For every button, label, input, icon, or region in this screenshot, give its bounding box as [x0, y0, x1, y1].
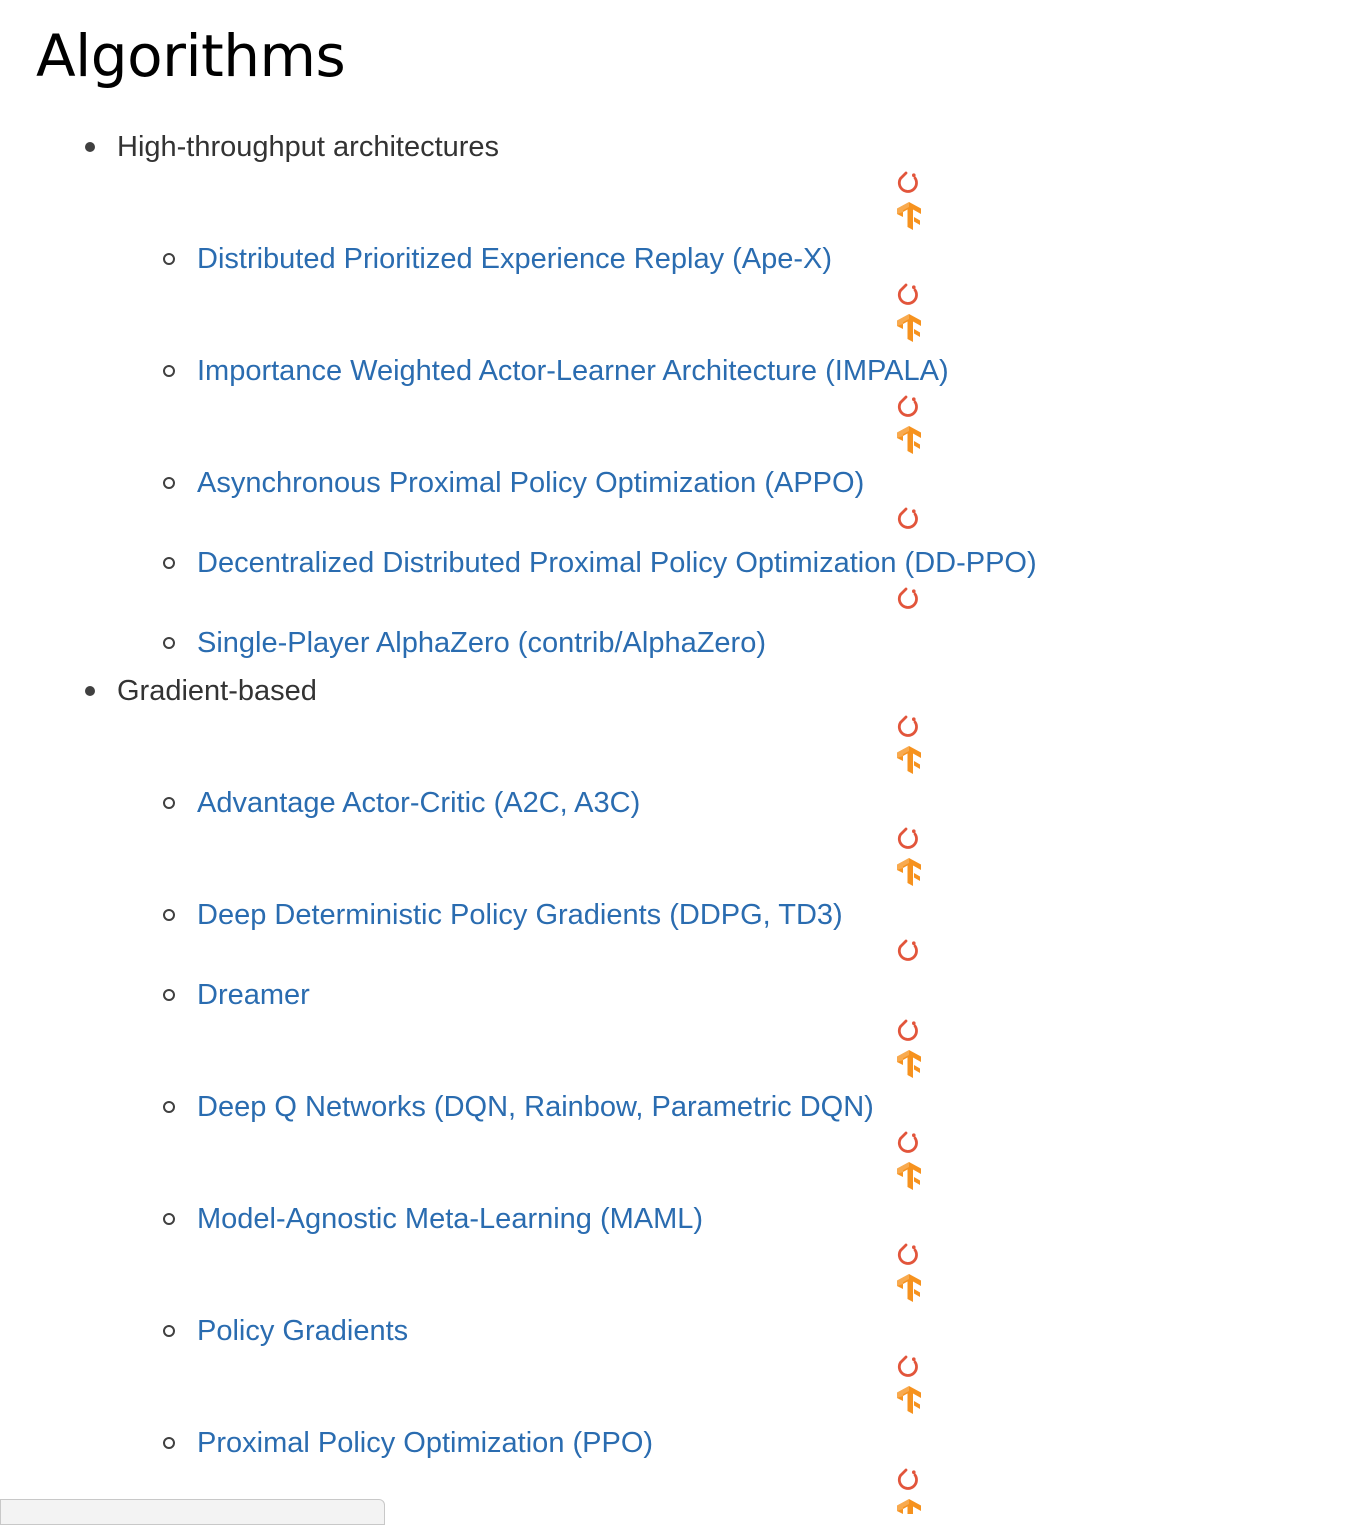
- sub-bullet-icon: [163, 477, 175, 489]
- algorithm-link[interactable]: Policy Gradients: [197, 1315, 409, 1347]
- tensorflow-icon[interactable]: [893, 1497, 925, 1514]
- sub-bullet-icon: [163, 253, 175, 265]
- status-bar: [0, 1499, 385, 1525]
- pytorch-icon[interactable]: [893, 1128, 925, 1160]
- sub-bullet-icon: [163, 1213, 175, 1225]
- pytorch-icon[interactable]: [893, 1465, 925, 1497]
- algorithm-link[interactable]: Distributed Prioritized Experience Replay (Ape-X): [197, 243, 833, 275]
- tensorflow-icon[interactable]: [893, 1272, 925, 1304]
- tensorflow-icon[interactable]: [893, 856, 925, 888]
- tensorflow-icon[interactable]: [893, 424, 925, 456]
- algorithm-link[interactable]: Model-Agnostic Meta-Learning (MAML): [197, 1203, 704, 1235]
- pytorch-icon[interactable]: [893, 392, 925, 424]
- pytorch-icon[interactable]: [893, 712, 925, 744]
- sub-bullet-icon: [163, 1325, 175, 1337]
- algorithm-link[interactable]: Dreamer: [197, 979, 310, 1011]
- sub-bullet-icon: [163, 637, 175, 649]
- algorithm-link[interactable]: Proximal Policy Optimization (PPO): [197, 1427, 654, 1459]
- pytorch-icon[interactable]: [893, 168, 925, 200]
- tensorflow-icon[interactable]: [893, 312, 925, 344]
- bullet-icon: [85, 142, 95, 152]
- algorithm-link[interactable]: Importance Weighted Actor-Learner Architecture (IMPALA): [197, 355, 949, 387]
- bullet-icon: [85, 686, 95, 696]
- pytorch-icon[interactable]: [893, 824, 925, 856]
- tensorflow-icon[interactable]: [893, 744, 925, 776]
- sub-bullet-icon: [163, 909, 175, 921]
- pytorch-icon[interactable]: [893, 1352, 925, 1384]
- pytorch-icon[interactable]: [893, 280, 925, 312]
- sub-bullet-icon: [163, 1101, 175, 1113]
- tensorflow-icon[interactable]: [893, 1048, 925, 1080]
- category-label: Gradient-based: [117, 675, 317, 707]
- pytorch-icon[interactable]: [893, 936, 925, 968]
- tensorflow-icon[interactable]: [893, 1384, 925, 1416]
- sub-bullet-icon: [163, 989, 175, 1001]
- algorithm-link[interactable]: Decentralized Distributed Proximal Policy Optimization (DD-PPO): [197, 547, 1037, 579]
- pytorch-icon[interactable]: [893, 504, 925, 536]
- sub-bullet-icon: [163, 1437, 175, 1449]
- pytorch-icon[interactable]: [893, 584, 925, 616]
- sub-bullet-icon: [163, 365, 175, 377]
- sub-bullet-icon: [163, 557, 175, 569]
- page-title: Algorithms: [36, 22, 346, 90]
- algorithm-link[interactable]: Deep Q Networks (DQN, Rainbow, Parametric DQN): [197, 1091, 874, 1123]
- algorithm-link[interactable]: Single-Player AlphaZero (contrib/AlphaZero): [197, 627, 766, 659]
- pytorch-icon[interactable]: [893, 1016, 925, 1048]
- algorithm-link[interactable]: Advantage Actor-Critic (A2C, A3C): [197, 787, 641, 819]
- algorithm-link[interactable]: Asynchronous Proximal Policy Optimization (APPO): [197, 467, 865, 499]
- category-label: High-throughput architectures: [117, 131, 500, 163]
- tensorflow-icon[interactable]: [893, 1160, 925, 1192]
- pytorch-icon[interactable]: [893, 1240, 925, 1272]
- sub-bullet-icon: [163, 797, 175, 809]
- algorithm-link[interactable]: Deep Deterministic Policy Gradients (DDPG, TD3): [197, 899, 843, 931]
- tensorflow-icon[interactable]: [893, 200, 925, 232]
